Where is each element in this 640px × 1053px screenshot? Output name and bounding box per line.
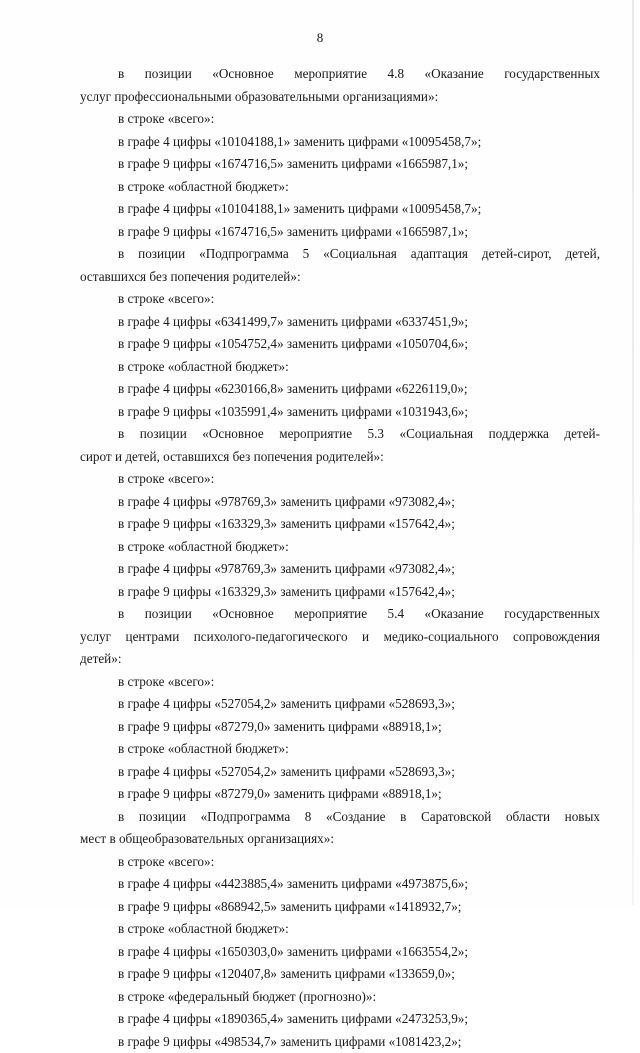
text-line: в графе 4 цифры «6230166,8» заменить цифрами «6226119,0»; <box>80 378 600 401</box>
text-line: услуг профессиональными образовательными организациями»: <box>80 86 600 109</box>
text-line: в строке «федеральный бюджет (прогнозно)»: <box>80 986 600 1009</box>
text-line: в графе 9 цифры «163329,3» заменить цифрами «157642,4»; <box>80 513 600 536</box>
text-line: в графе 4 цифры «10104188,1» заменить цифрами «10095458,7»; <box>80 131 600 154</box>
text-line: в строке «областной бюджет»: <box>80 176 600 199</box>
text-line: в графе 9 цифры «87279,0» заменить цифрами «88918,1»; <box>80 716 600 739</box>
text-line: в графе 4 цифры «1650303,0» заменить цифрами «1663554,2»; <box>80 941 600 964</box>
text-line: услуг центрами психолого-педагогического и медико-социального сопровождения <box>80 626 600 649</box>
text-line: мест в общеобразовательных организациях»: <box>80 828 600 851</box>
text-line: в графе 9 цифры «163329,3» заменить цифрами «157642,4»; <box>80 581 600 604</box>
page-number: 8 <box>0 30 640 46</box>
text-line: в позиции «Основное мероприятие 4.8 «Оказание государственных <box>80 63 600 86</box>
text-line: в графе 4 цифры «10104188,1» заменить цифрами «10095458,7»; <box>80 198 600 221</box>
text-line: в графе 4 цифры «4423885,4» заменить цифрами «4973875,6»; <box>80 873 600 896</box>
text-line: в строке «всего»: <box>80 851 600 874</box>
text-line: детей»: <box>80 648 600 671</box>
text-line: в позиции «Основное мероприятие 5.3 «Социальная поддержка детей- <box>80 423 600 446</box>
text-line: в графе 9 цифры «1674716,5» заменить цифрами «1665987,1»; <box>80 153 600 176</box>
text-line: в позиции «Основное мероприятие 5.4 «Оказание государственных <box>80 603 600 626</box>
text-line: в графе 4 цифры «6341499,7» заменить цифрами «6337451,9»; <box>80 311 600 334</box>
text-line: в графе 9 цифры «868942,5» заменить цифрами «1418932,7»; <box>80 896 600 919</box>
text-line: в графе 9 цифры «1054752,4» заменить цифрами «1050704,6»; <box>80 333 600 356</box>
text-line: в графе 4 цифры «978769,3» заменить цифрами «973082,4»; <box>80 558 600 581</box>
text-line: в графе 9 цифры «1035991,4» заменить цифрами «1031943,6»; <box>80 401 600 424</box>
text-line: в строке «областной бюджет»: <box>80 918 600 941</box>
text-line: в строке «всего»: <box>80 108 600 131</box>
text-line: в графе 4 цифры «978769,3» заменить цифрами «973082,4»; <box>80 491 600 514</box>
text-line: оставшихся без попечения родителей»: <box>80 266 600 289</box>
text-line: в графе 4 цифры «527054,2» заменить цифрами «528693,3»; <box>80 693 600 716</box>
text-line: в строке «областной бюджет»: <box>80 738 600 761</box>
text-line: в строке «всего»: <box>80 671 600 694</box>
text-line: в позиции «Подпрограмма 5 «Социальная адаптация детей-сирот, детей, <box>80 243 600 266</box>
text-line: в графе 9 цифры «87279,0» заменить цифрами «88918,1»; <box>80 783 600 806</box>
text-line: в графе 9 цифры «120407,8» заменить цифрами «133659,0»; <box>80 963 600 986</box>
scan-edge-shadow <box>632 0 634 905</box>
text-line: в графе 4 цифры «527054,2» заменить цифрами «528693,3»; <box>80 761 600 784</box>
text-line: в графе 9 цифры «1674716,5» заменить цифрами «1665987,1»; <box>80 221 600 244</box>
text-line: в строке «областной бюджет»: <box>80 356 600 379</box>
text-line: в графе 9 цифры «498534,7» заменить цифрами «1081423,2»; <box>80 1031 600 1053</box>
text-line: в графе 4 цифры «1890365,4» заменить цифрами «2473253,9»; <box>80 1008 600 1031</box>
text-line: в позиции «Подпрограмма 8 «Создание в Саратовской области новых <box>80 806 600 829</box>
text-line: в строке «областной бюджет»: <box>80 536 600 559</box>
text-line: сирот и детей, оставшихся без попечения родителей»: <box>80 446 600 469</box>
text-line: в строке «всего»: <box>80 288 600 311</box>
text-line: в строке «всего»: <box>80 468 600 491</box>
